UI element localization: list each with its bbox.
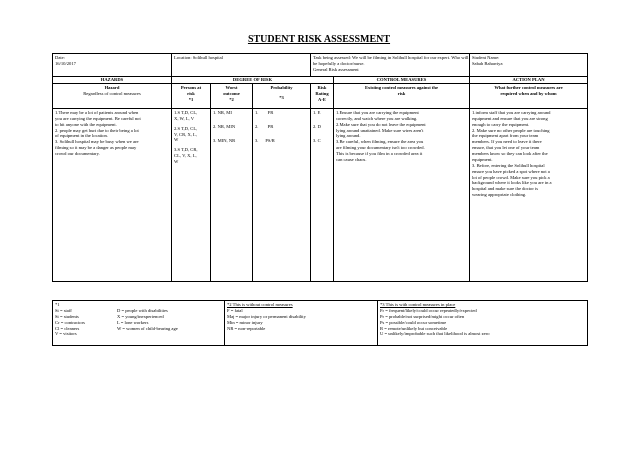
section-degree: DEGREE OF RISK bbox=[172, 77, 334, 84]
further-line: enough to carry the equipment. bbox=[472, 121, 530, 127]
existing-line: 2.Make sure that you do not leave the equipment bbox=[336, 121, 426, 127]
legend-title: *2 This is without control measures bbox=[227, 302, 293, 307]
hazard-line: filming so it may be a danger as people may bbox=[55, 145, 137, 151]
existing-controls-cell bbox=[334, 108, 470, 281]
section-hazards: HAZARDS bbox=[53, 77, 172, 84]
student-cell bbox=[470, 54, 588, 77]
further-line: hospital and make sure the doctor is bbox=[472, 186, 539, 192]
header-rating bbox=[311, 83, 334, 108]
header-text: Risk bbox=[317, 84, 327, 90]
legend-code: St = staff bbox=[55, 307, 72, 313]
header-existing bbox=[334, 83, 470, 108]
rating-line: 3. C bbox=[313, 137, 321, 143]
header-text: Existing control measures against the bbox=[364, 84, 439, 90]
legend-code: Ps = possible/could occur sometime bbox=[380, 319, 447, 325]
legend-table bbox=[52, 300, 588, 346]
existing-line: correctly, and watch where you are walking. bbox=[336, 115, 418, 121]
persons-line: 2.S T,D, CL, bbox=[174, 125, 198, 131]
further-line: 2. Make sure no other people are touching bbox=[472, 127, 550, 133]
task-line: be hopefully a doctor/nurse. bbox=[313, 60, 365, 66]
existing-line: can cause chaos. bbox=[336, 156, 367, 162]
header-text: risk bbox=[397, 90, 406, 96]
hazard-line: 3. Solihull hospital may be busy when we are bbox=[55, 139, 139, 145]
header-worst bbox=[211, 83, 253, 108]
hazard-line: 2. people may get hurt due to their being a lot bbox=[55, 127, 139, 133]
hazard-line: to hit anyone with the equipment. bbox=[55, 121, 117, 127]
hazards-cell bbox=[53, 108, 172, 281]
persons-line: CL, V, X, L, bbox=[174, 153, 197, 159]
header-persons bbox=[172, 83, 211, 108]
further-line: members know so they can look after the bbox=[472, 151, 548, 156]
legend-code: Maj = major injury or permanent disability bbox=[227, 313, 306, 319]
date-value: 16/10/2017 bbox=[55, 60, 76, 66]
header-text: outcome bbox=[223, 90, 240, 96]
header-hazard-sub: Regardless of control measures bbox=[83, 90, 141, 96]
existing-line: 3.Be careful, when filming, ensure the area you bbox=[336, 139, 424, 145]
further-line: lot of people crowd. Make sure you pick a bbox=[472, 174, 550, 180]
probability-line: 1. FR bbox=[255, 109, 274, 115]
header-text: Worst bbox=[225, 84, 238, 90]
existing-line: are filming your documentary isn't too crowded. bbox=[336, 145, 425, 151]
persons-line: 1.S T,D, CL, bbox=[174, 109, 198, 115]
further-line: the equipment apart from your team bbox=[472, 133, 539, 139]
legend-code: Min = minor injury bbox=[227, 319, 263, 325]
info-row bbox=[53, 54, 588, 77]
worst-outcome-cell bbox=[211, 108, 253, 281]
legend-probability bbox=[378, 301, 588, 346]
further-line: 1.inform staff that you are carrying around bbox=[472, 109, 551, 115]
worst-line: 1. NR, MI bbox=[213, 109, 232, 115]
legend-code: NR = non-reportable bbox=[227, 325, 266, 331]
header-text: What further control measures are bbox=[494, 84, 563, 90]
legend-code: Pr = probable/not surprised/might occur often bbox=[380, 313, 465, 319]
date-label: Date: bbox=[55, 55, 65, 60]
student-name: Sabah Baharriya bbox=[472, 60, 503, 66]
hazard-line: you are carrying the equipment. Be careful not bbox=[55, 115, 141, 121]
legend-code: D = people with disabilities bbox=[117, 307, 168, 313]
header-text: required when and by whom bbox=[500, 90, 557, 96]
header-text: risk bbox=[187, 90, 195, 96]
header-hazard bbox=[53, 83, 172, 108]
header-text: Probability bbox=[270, 84, 293, 90]
persons-line: X, W, L, V bbox=[174, 115, 195, 121]
header-text: A-E bbox=[318, 96, 326, 102]
section-header-row bbox=[53, 77, 588, 84]
header-text: *2 bbox=[229, 96, 234, 102]
legend-outcomes bbox=[225, 301, 378, 346]
risk-row bbox=[53, 108, 588, 281]
legend-code: U = unlikely/improbable such that likelihood is almost zero bbox=[380, 331, 490, 337]
header-probability bbox=[253, 83, 311, 108]
rating-line: 2. D bbox=[313, 123, 321, 129]
further-line: members. If you need to leave it there bbox=[472, 139, 542, 145]
legend-title: *3 This is with control measures in place bbox=[380, 302, 456, 307]
legend-code: F = fatal bbox=[227, 307, 243, 313]
column-header-row bbox=[53, 83, 588, 108]
section-control: CONTROL MEASURES bbox=[334, 77, 470, 84]
persons-line: 3.S T,D, CR, bbox=[174, 147, 198, 153]
existing-line: lying around unattained. Make sure wires aren't bbox=[336, 127, 424, 133]
persons-line: V, CR, X, L, bbox=[174, 131, 198, 137]
existing-line: lying around. bbox=[336, 133, 361, 139]
worst-line: 2. NR, MIN bbox=[213, 123, 236, 129]
page-title: STUDENT RISK ASSESSMENT bbox=[247, 34, 391, 45]
task-line: General Risk assessment bbox=[313, 66, 359, 72]
persons-cell bbox=[172, 108, 211, 281]
header-text: Persons at bbox=[180, 84, 202, 90]
existing-line: This is because if you film in a crowded area it bbox=[336, 151, 423, 156]
header-further bbox=[470, 83, 588, 108]
legend-code: W = women of child-bearing age bbox=[117, 325, 178, 331]
probability-cell bbox=[253, 108, 311, 281]
persons-line: W bbox=[174, 137, 179, 143]
legend-code: X = young/inexperienced bbox=[117, 313, 164, 319]
legend-code: R = remote/unlikely but conceivable bbox=[380, 325, 448, 331]
further-line: wearing appropriate clothing. bbox=[472, 192, 527, 198]
hazard-line: 1.There may be a lot of patients around when bbox=[55, 109, 139, 115]
legend-code: V = visitors bbox=[55, 331, 77, 337]
hazard-line: crowd our documentary. bbox=[55, 151, 100, 156]
task-line: Task being assessed: We will be filming in Solihull hospital for our expert. Who will bbox=[313, 55, 469, 60]
existing-line: 1.Ensure that you are carrying the equipment bbox=[336, 109, 419, 115]
hazard-line: of equipment in the location. bbox=[55, 133, 108, 139]
further-line: ensure you have picked a spot where not a bbox=[472, 168, 550, 174]
location-cell: Location: Solihull hospital bbox=[172, 54, 311, 77]
legend-title: *1 bbox=[55, 302, 60, 307]
legend-code: St = students bbox=[55, 313, 79, 319]
further-line: equipment and ensure that you are strong bbox=[472, 115, 548, 121]
header-text: *3 bbox=[279, 94, 284, 100]
header-text: Rating bbox=[315, 90, 329, 96]
legend-code: Cr = contractors bbox=[55, 319, 85, 325]
legend-code: L = lone workers bbox=[117, 319, 149, 325]
student-name-label: Student Name: bbox=[472, 55, 500, 60]
further-line: equipment. bbox=[472, 156, 493, 162]
probability-line: 2. PR bbox=[255, 123, 274, 129]
further-line: background where it looks like you are in a bbox=[472, 180, 552, 186]
further-controls-cell bbox=[470, 108, 588, 281]
legend-persons bbox=[53, 301, 225, 346]
section-action: ACTION PLAN bbox=[470, 77, 588, 84]
risk-assessment-table bbox=[52, 53, 588, 282]
header-hazard-title: Hazard bbox=[104, 84, 120, 90]
date-cell bbox=[53, 54, 172, 77]
worst-line: 3. MIN, NR bbox=[213, 137, 236, 143]
probability-line: 3. PS/R bbox=[255, 137, 275, 143]
persons-line: W bbox=[174, 159, 179, 164]
further-line: ensure, that you let one of your team bbox=[472, 145, 540, 151]
task-cell bbox=[311, 54, 470, 77]
legend-code: Fr = frequent/likely/could occur repeatedly/expected bbox=[380, 307, 477, 313]
rating-cell bbox=[311, 108, 334, 281]
header-text: *1 bbox=[188, 96, 194, 102]
rating-line: 1. E bbox=[313, 109, 321, 115]
legend-code: Cl = cleaners bbox=[55, 325, 80, 331]
further-line: 3. Before, entering the Solihull hospital bbox=[472, 162, 545, 168]
